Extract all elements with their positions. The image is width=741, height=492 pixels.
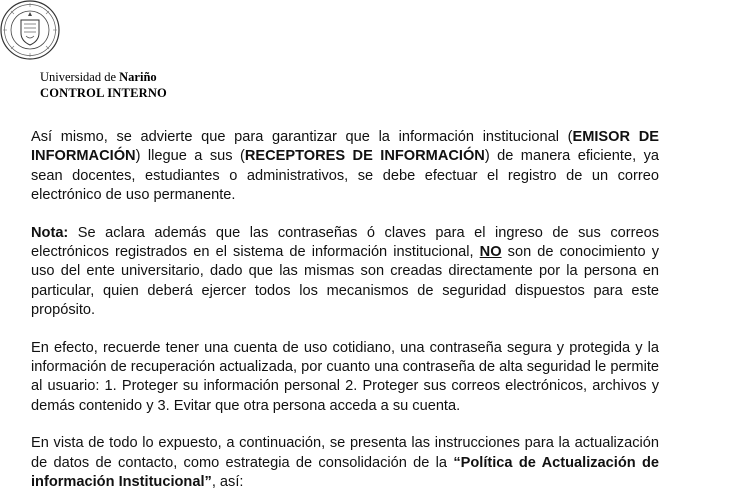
- p4-text-2: , así:: [211, 473, 244, 490]
- p2-text-1: Se aclara además que las contraseñas ó claves para el ingreso de sus correos electrónicos registrados en el sistema de información institucional,: [31, 224, 659, 260]
- document-body: [31, 128, 659, 492]
- note-label: Nota:: [31, 224, 69, 241]
- institution-block: [40, 69, 167, 101]
- paragraph-policy-intro: [31, 434, 659, 492]
- policy-title: “Política de Actualización de información Institucional”: [31, 454, 659, 490]
- p1-text-2: ) llegue a sus (: [135, 148, 245, 165]
- university-name: Nariño: [119, 70, 157, 84]
- receptores-emphasis: RECEPTORES DE INFORMACIÓN: [244, 148, 485, 165]
- university-seal-icon: [0, 0, 64, 70]
- emisor-emphasis: EMISOR DE INFORMACIÓN: [31, 129, 659, 165]
- paragraph-password-note: [31, 224, 659, 320]
- p1-text-3: ) de manera eficiente, ya sean docentes, estudiantes o administrativos, se debe efectuar el registro de un correo electrónico de uso permanente.: [31, 148, 659, 203]
- p1-text-1: Así mismo, se advierte que para garantizar que la información institucional (: [31, 129, 573, 145]
- negation-emphasis: NO: [479, 243, 502, 260]
- university-prefix: Universidad de: [40, 70, 120, 84]
- paragraph-email-registration: [31, 128, 659, 205]
- university-line: [40, 69, 167, 85]
- p2-text-2: son de conocimiento y uso del ente universitario, dado que las mismas son creadas directamente por la persona en particular, quien deberá ejercer todos los mecanismos de seguridad dispuestos para este propósito.: [31, 243, 659, 318]
- p4-text-1: En vista de todo lo expuesto, a continuación, se presenta las instrucciones para la actualización de datos de contacto, como estrategia de consolidación de la: [31, 435, 659, 471]
- document-header: [0, 0, 741, 110]
- department-name: CONTROL INTERNO: [40, 86, 167, 100]
- paragraph-account-security: En efecto, recuerde tener una cuenta de uso cotidiano, una contraseña segura y protegida y la información de recuperación actualizada, por cuanto una contraseña de alta seguridad le permite al usuario: 1. Proteger su información personal 2. Proteger sus correos electrónicos, archivos y demás contenido y 3. Evitar que otra persona acceda a su cuenta.: [31, 339, 659, 414]
